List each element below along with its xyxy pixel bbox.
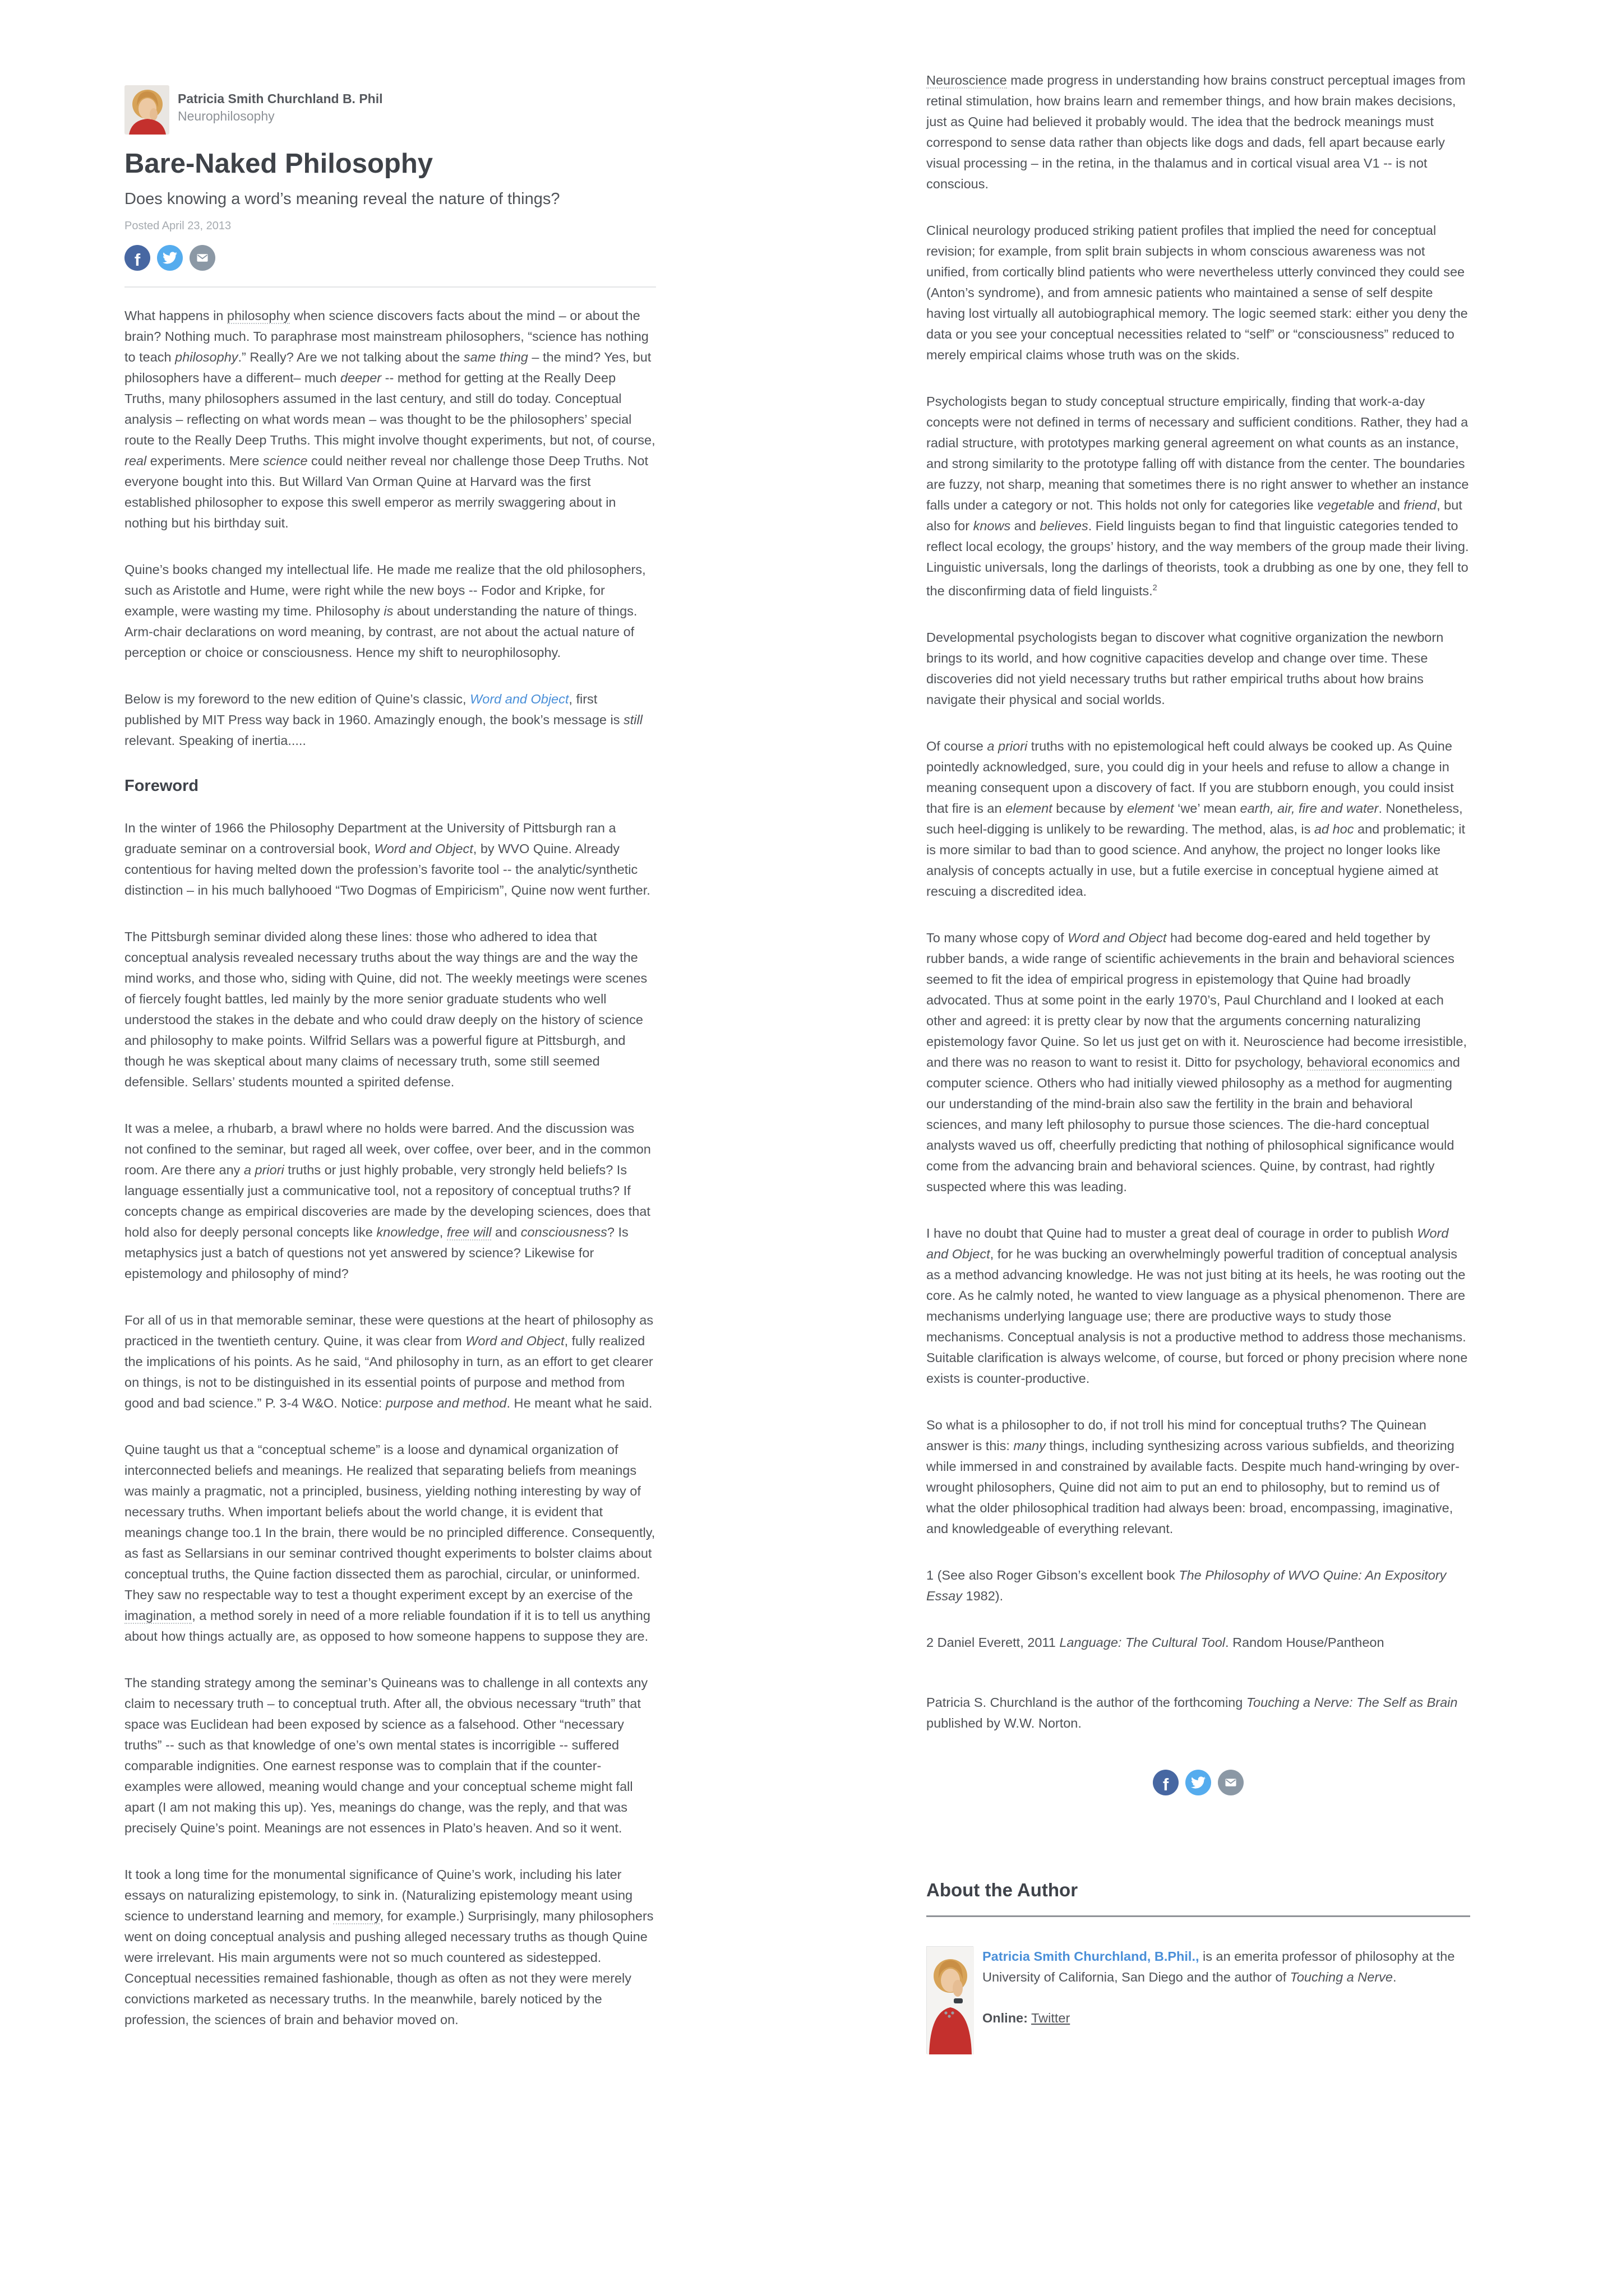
text-span: element xyxy=(1005,800,1052,816)
text-span: In the winter of 1966 the Philosophy Department at the University of Pittsburgh ran a graduate seminar on a controversial book, xyxy=(124,821,616,856)
footnote-2 xyxy=(926,1632,1470,1653)
posted-date: Posted April 23, 2013 xyxy=(124,220,232,232)
paragraph xyxy=(124,1864,656,2030)
paragraph xyxy=(124,818,656,901)
text-span: It took a long time for the monumental significance of Quine’s work, including his later essays on naturalizing epistemology, to sink in. (Naturalizing epistemology meant using science to understand learning and xyxy=(124,1867,633,1923)
paragraph xyxy=(926,70,1470,195)
text-span: experiments. Mere xyxy=(146,453,263,468)
text-span: Word and Object xyxy=(465,1334,565,1348)
text-span: made progress in understanding how brains construct perceptual images from retinal stimulation, how brains learn and remember things, and how brain makes decisions, just as Quine had believed it probably would. The idea that the bedrock meanings must correspond to sense data rather than objects like dogs and dads, fell apart because early visual processing – in the retina, in the thalamus and in cortical visual area V1 -- is not conscious. xyxy=(926,73,1466,191)
text-span: – the mind? Yes, but philosophers have a different– much xyxy=(124,350,652,385)
about-divider xyxy=(926,1915,1470,1917)
text-span: .” Really? Are we not talking about the xyxy=(238,350,464,364)
text-span: Touching a Nerve xyxy=(1290,1969,1393,1984)
facebook-share-button-bottom[interactable] xyxy=(1153,1770,1179,1795)
about-heading: About the Author xyxy=(926,1879,1078,1900)
page-subtitle: Does knowing a word’s meaning reveal the nature of things? xyxy=(124,190,560,208)
text-span: ‘we’ mean xyxy=(1174,800,1240,816)
text-span: , but also for xyxy=(926,498,1462,533)
byline-text xyxy=(178,85,383,124)
text-span: To many whose copy of xyxy=(926,930,1068,945)
section-heading: Foreword xyxy=(124,777,199,795)
text-span: 1 (See also Roger Gibson’s excellent book xyxy=(926,1567,1179,1582)
text-span: things, including synthesizing across various subfields, and theorizing while immersed in and constrained by available facts. Despite much hand-wringing by over-wrought philosophers, Quine did not aim to put an end to philosophy, but to remind us of what the older philosophical tradition had always been: broad, encompassing, imaginative, and knowledgeable of everything relevant. xyxy=(926,1438,1460,1536)
text-span: Of course xyxy=(926,738,987,753)
paragraph xyxy=(926,391,1470,601)
text-span: believes xyxy=(1040,519,1088,533)
author-bio-text xyxy=(982,1946,1470,1988)
text-span: and xyxy=(1010,519,1040,533)
inline-link[interactable]: memory xyxy=(333,1909,380,1923)
text-span: , for example.) Surprisingly, many philosophers went on doing conceptual analysis and pushing alleged necessary truths as though Quine were irrelevant. His main arguments were not so much countered as sidestepped. Conceptual necessities remained fashionable, though as often as not they were merely convictions marketed as necessary truths. In the meanwhile, barely noticed by the profession, the sciences of brain and behavior moved on. xyxy=(124,1909,654,2027)
text-span: had become dog-eared and held together by rubber bands, a wide range of scientific achievements in the brain and behavioral sciences seemed to fit the idea of empirical progress in epistemology that Quine had broadly advocated. Thus at some point in the early 1970’s, Paul Churchland and I looked at each other and agreed: it is pretty clear by now that the arguments concerning naturalizing epistemology favor Quine. So let us just get on with it. Neuroscience had become irresistible, and there was no reason to want to resist it. Ditto for psychology, xyxy=(926,930,1467,1070)
text-span: Word and Object xyxy=(926,1225,1449,1261)
text-span: is an emerita professor of philosophy at the University of California, San Diego and the author of xyxy=(982,1948,1455,1984)
article-column-right xyxy=(926,70,1470,1734)
text-span: consciousness xyxy=(520,1225,607,1239)
text-span: , for he was bucking an overwhelmingly powerful tradition of conceptual analysis as a method advancing knowledge. He was not just biting at its heels, he was rooting out the core. As he calmly noted, he wanted to view language as a physical phenomenon. There are mechanisms underlying language use; there are productive ways to study those mechanisms. Conceptual analysis is not a productive method to address those mechanisms. Suitable clarification is always welcome, of course, but forced or phony precision where none exists is counter-productive. xyxy=(926,1246,1468,1386)
email-icon xyxy=(195,251,210,265)
text-span: ad hoc xyxy=(1314,821,1354,836)
paragraph xyxy=(926,220,1470,365)
twitter-share-button[interactable] xyxy=(157,245,183,271)
text-span: still xyxy=(624,712,643,727)
text-span: purpose and method xyxy=(385,1396,507,1410)
text-span: Word and Object xyxy=(1068,930,1167,945)
text-span: and xyxy=(491,1225,521,1239)
text-span: science xyxy=(262,453,308,468)
inline-link[interactable]: free will xyxy=(446,1225,492,1239)
inline-link[interactable]: imagination xyxy=(124,1608,192,1623)
online-label: Online: xyxy=(982,2010,1028,2025)
text-span: Developmental psychologists began to discover what cognitive organization the newborn brings to its world, and how cognitive capacities develop and change over time. These discoveries did not yield necessary truths but rather empirical truths about how brains navigate their physical and social worlds. xyxy=(926,629,1444,707)
author-avatar[interactable] xyxy=(124,85,169,135)
inline-link[interactable]: Neuroscience xyxy=(926,73,1007,87)
inline-link[interactable]: Patricia Smith Churchland, B.Phil., xyxy=(982,1948,1199,1964)
text-span: relevant. Speaking of inertia..... xyxy=(124,733,306,748)
text-span: earth, air, fire and water xyxy=(1240,800,1379,816)
text-span: real xyxy=(124,453,147,468)
author-note xyxy=(926,1692,1470,1734)
text-span: So what is a philosopher to do, if not troll his mind for conceptual truths? The Quinean answer is this: xyxy=(926,1417,1426,1453)
paragraph xyxy=(124,559,656,663)
text-span: 1982). xyxy=(962,1588,1004,1603)
inline-link[interactable]: philosophy xyxy=(227,308,290,323)
facebook-icon: f xyxy=(134,250,141,270)
text-span: when science discovers facts about the mind – or about the brain? Nothing much. To paraphrase most mainstream philosophers, “science has nothing to teach xyxy=(124,308,649,364)
text-span: truths or just highly probable, very strongly held beliefs? Is language essentially just a communicative tool, not a repository of conceptual truths? If concepts change as empirical discoveries are made by the developing sciences, does that hold also for deeply personal concepts like xyxy=(124,1163,650,1239)
email-share-button-bottom[interactable] xyxy=(1218,1770,1244,1795)
email-icon xyxy=(1223,1775,1238,1790)
facebook-icon: f xyxy=(1162,1774,1169,1794)
twitter-icon xyxy=(1191,1775,1206,1790)
text-span: about understanding the nature of things. Arm-chair declarations on word meaning, by contrast, are not about the actual nature of perception or choice or consciousness. Hence my shift to neurophilosophy. xyxy=(124,604,638,660)
text-span: element xyxy=(1126,800,1174,816)
text-span: The Philosophy of WVO Quine: An Expository Essay xyxy=(926,1567,1447,1603)
paragraph xyxy=(926,627,1470,710)
text-span: , by WVO Quine. Already contentious for having melted down the profession’s favorite tool -- the analytic/synthetic distinction – in his much ballyhooed “Two Dogmas of Empiricism”, Quine now went further. xyxy=(124,841,650,897)
article-column-left xyxy=(124,305,656,2030)
text-span: It was a melee, a rhubarb, a brawl where no holds were barred. And the discussion was not confined to the seminar, but raged all week, over coffee, over beer, and in the common room. Are there any xyxy=(124,1121,651,1177)
text-span: , fully realized the implications of his points. As he said, “And philosophy in turn, as an effort to get clearer on things, is not to be distinguished in its essential points of purpose and method from good and bad science.” P. 3-4 W&O. Notice: xyxy=(124,1334,653,1410)
share-buttons-bottom xyxy=(926,1770,1470,1795)
text-span: I have no doubt that Quine had to muster a great deal of courage in order to publish xyxy=(926,1225,1417,1240)
text-span: a priori xyxy=(243,1163,284,1177)
facebook-share-button[interactable] xyxy=(124,245,150,271)
text-span: friend xyxy=(1403,498,1437,512)
text-span: Quine taught us that a “conceptual scheme” is a loose and dynamical organization of interconnected beliefs and meanings. He realized that separating beliefs from meanings was mainly a pragmatic, not a principled, business, yielding nothing interesting by way of necessary truths. When important beliefs about the world change, it is evident that meanings change too.1 In the brain, there would be no principled difference. Consequently, as fast as Sellarsians in our seminar contrived thought experiments to bolster claims about conceptual truths, the Quine faction dissected them as parochial, circular, or uninformed. They saw no respectable way to test a thought experiment except by an exercise of the xyxy=(124,1442,655,1602)
paragraph xyxy=(124,305,656,534)
about-the-author-section xyxy=(926,1880,1470,2054)
paragraph xyxy=(926,736,1470,902)
text-span: knows xyxy=(973,519,1011,533)
paragraph xyxy=(124,1310,656,1414)
paragraph xyxy=(124,689,656,751)
text-span: a priori xyxy=(987,738,1028,753)
paragraph xyxy=(124,1118,656,1284)
footnote-1 xyxy=(926,1565,1470,1607)
text-span: 2 Daniel Everett, 2011 xyxy=(926,1635,1060,1650)
text-span: and problematic; it is more similar to bad than to good science. And anyhow, the project no longer looks like analysis of concepts actually in use, but a futile exercise in conceptual hygiene aimed at rescuing a discredited idea. xyxy=(926,821,1466,899)
twitter-share-button-bottom[interactable] xyxy=(1185,1770,1211,1795)
text-span: The Pittsburgh seminar divided along these lines: those who adhered to idea that conceptual analysis revealed necessary truths about the way things are and the way the mind works, and those who, siding with Quine, did not. The weekly meetings were scenes of fiercely fought battles, led mainly by the more senior graduate students who well understood the stakes in the debate and who could draw deeply on the history of science and philosophy to make points. Wilfrid Sellars was a powerful figure at Pittsburgh, and though he was skeptical about many claims of necessary truth, some still seemed defensible. Sellars’ students mounted a spirited defense. xyxy=(124,929,648,1089)
author-avatar-image xyxy=(124,85,169,135)
left-column xyxy=(124,85,656,2056)
text-span: , xyxy=(439,1225,447,1239)
text-span: philosophy xyxy=(175,350,238,364)
text-span: is xyxy=(384,604,394,618)
author-online-row xyxy=(982,2008,1470,2029)
text-span: Touching a Nerve: The Self as Brain xyxy=(1246,1695,1458,1710)
text-span: truths with no epistemological heft could always be cooked up. As Quine pointedly acknowledged, sure, you could dig in your heels and refuse to allow a change in meaning consequent upon a discovery of fact. If you are stubborn enough, you could insist that fire is an xyxy=(926,738,1454,816)
text-span: many xyxy=(1013,1438,1046,1453)
author-bio xyxy=(982,1946,1470,2029)
text-span: published by W.W. Norton. xyxy=(926,1715,1082,1730)
text-span: vegetable xyxy=(1317,498,1375,512)
text-span: . He meant what he said. xyxy=(506,1396,653,1410)
text-span: Below is my foreword to the new edition of Quine’s classic, xyxy=(124,692,470,706)
text-span: Clinical neurology produced striking patient profiles that implied the need for conceptual revision; for example, from split brain subjects in whom conscious awareness was not unified, from cortically blind patients who were nevertheless utterly convinced they could see (Anton’s syndrome), and from amnesic patients who maintained a sense of self despite having lost virtually all autobiographical memory. The logic seemed stark: either you deny the data or you see your conceptual necessities related to “self” or “consciousness” reduced to merely empirical claims whose truth was on the skids. xyxy=(926,223,1468,362)
text-span: , first published by MIT Press way back in 1960. Amazingly enough, the book’s message is xyxy=(124,692,624,727)
inline-link[interactable]: behavioral economics xyxy=(1306,1054,1435,1070)
text-span: deeper xyxy=(340,371,382,385)
page-title: Bare-Naked Philosophy xyxy=(124,149,433,179)
text-span: The standing strategy among the seminar’s Quineans was to challenge in all contexts any claim to necessary truth – to conceptual truth. After all, the obvious necessary “truth” that space was Euclidean had been exposed by science as a falsehood. Other “necessary truths” -- such as that knowledge of one’s own mental states is incorrigible -- suffered comparable indignities. One earnest response was to complain that if the counter-examples were allowed, meaning would change and your conceptual scheme might fall apart (I am not making this up). Yes, meanings do change, was the reply, and that was precisely Quine’s point. Meanings are not essences in Plato’s heaven. And so it went. xyxy=(124,1675,648,1835)
share-buttons-top xyxy=(124,245,656,271)
author-photo[interactable] xyxy=(926,1946,973,2054)
byline-author-name[interactable]: Patricia Smith Churchland B. Phil xyxy=(178,91,383,106)
paragraph xyxy=(926,1223,1470,1389)
author-photo-image xyxy=(927,1947,974,2054)
text-span: . Nonetheless, such heel-digging is unlikely to be rewarding. The method, alas, is xyxy=(926,800,1463,836)
text-span: Psychologists began to study conceptual structure empirically, finding that work-a-day concepts were not defined in terms of necessary and sufficient conditions. Rather, they had a radial structure, with prototypes marking general agreement on what counts as an instance, and strong similarity to the prototype falling off with distance from the center. The boundaries are fuzzy, not sharp, meaning that sometimes there is no right answer to whether an instance falls under a category or not. This holds not only for categories like xyxy=(926,394,1469,512)
paragraph xyxy=(926,928,1470,1197)
text-span: ? Is metaphysics just a batch of questions not yet answered by science? Likewise for epistemology and philosophy of mind? xyxy=(124,1225,629,1281)
text-span: . Field linguists began to find that linguistic categories tended to reflect local ecology, the groups’ history, and the way members of the group made their living. Linguistic universals, long the darlings of theorists, took a drubbing as one by one, they fell to the disconfirming data of field linguists. xyxy=(926,519,1469,598)
text-span: . Random House/Pantheon xyxy=(1225,1635,1384,1650)
paragraph xyxy=(124,1439,656,1647)
text-span: and computer science. Others who had initially viewed philosophy as a method for augmenting our understanding of the mind-brain also saw the fertility in the brain and behavioral sciences, and many left philosophy to pursue those sciences. The die-hard conceptual analysts waved us off, cheerfully predicting that nothing of philosophical significance would come from the advancing brain and behavioral sciences. Quine, by contrast, had rightly suspected where this was leading. xyxy=(926,1054,1460,1194)
text-span: because by xyxy=(1052,800,1127,816)
inline-link[interactable]: Word and Object xyxy=(470,692,569,706)
text-span: knowledge xyxy=(376,1225,440,1239)
text-span: -- method for getting at the Really Deep Truths, many philosophers assumed in the last century, and still do today. Conceptual analysis – reflecting on what words mean – was thought to be the philosophers’ special route to the Really Deep Truths. This might involve thought experiments, but not, of course, xyxy=(124,371,655,447)
author-card xyxy=(926,1946,1470,2054)
text-span: 2 xyxy=(1152,584,1157,592)
text-span: and xyxy=(1374,498,1404,512)
twitter-icon xyxy=(163,251,177,265)
author-twitter-link[interactable]: Twitter xyxy=(1031,2010,1070,2025)
text-span: Quine’s books changed my intellectual life. He made me realize that the old philosophers, such as Aristotle and Hume, were right while the new boys -- Fodor and Kripke, for example, were wasting my time. Philosophy xyxy=(124,562,646,618)
paragraph xyxy=(926,1415,1470,1539)
text-span: Language: The Cultural Tool xyxy=(1059,1635,1226,1650)
text-span: , a method sorely in need of a more reliable foundation if it is to tell us anything about how things actually are, as opposed to how someone happens to suppose they are. xyxy=(124,1608,650,1644)
text-span: For all of us in that memorable seminar, these were questions at the heart of philosophy as practiced in the twentieth century. Quine, it was clear from xyxy=(124,1313,654,1348)
paragraph xyxy=(124,1673,656,1839)
email-share-button[interactable] xyxy=(190,245,215,271)
text-span: Patricia S. Churchland is the author of the forthcoming xyxy=(926,1695,1246,1710)
text-span: same thing xyxy=(463,350,528,364)
header-divider xyxy=(124,286,656,288)
text-span: Word and Object xyxy=(374,841,473,856)
author-byline[interactable] xyxy=(124,85,656,135)
text-span: What happens in xyxy=(124,308,227,323)
byline-author-role: Neurophilosophy xyxy=(178,109,275,123)
right-column xyxy=(926,70,1470,2054)
paragraph xyxy=(124,927,656,1093)
text-span: could neither reveal nor challenge those Deep Truths. Not everyone bought into this. But Willard Van Orman Quine at Harvard was the first established philosopher to expose this swell emperor as merrily swaggering about in nothing but his birthday suit. xyxy=(124,453,648,530)
text-span: . xyxy=(1392,1969,1397,1984)
